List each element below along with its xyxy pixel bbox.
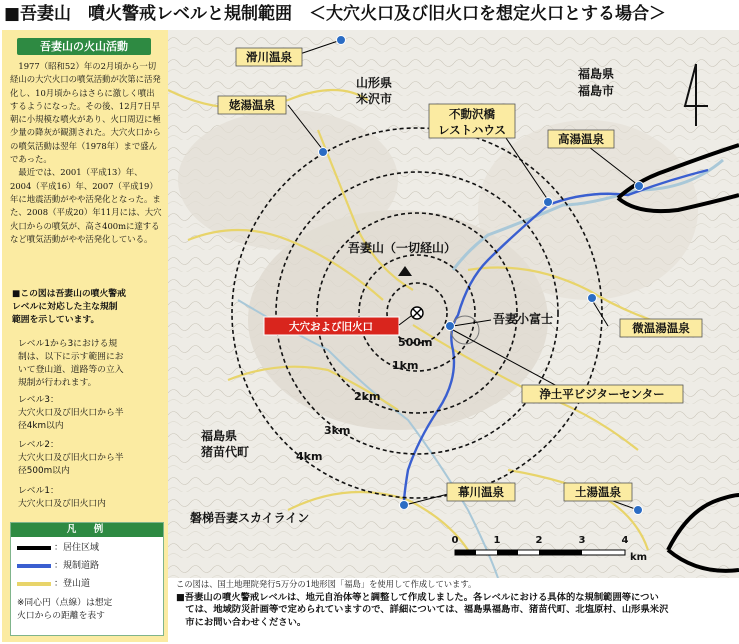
scale-unit: km	[630, 552, 648, 563]
ring-label-3km: 3km	[324, 424, 351, 437]
label-nurumayu-onsen: 微温湯温泉	[632, 321, 690, 335]
label-namekawa-onsen: 滑川温泉	[246, 50, 292, 64]
label-tsuchiyu-onsen: 土湯温泉	[575, 485, 621, 499]
level-intro: レベル1から3における規 制は、以下に示す範囲にお いて登山道、道路等の立入 規制が行われます。	[18, 339, 124, 388]
label-fudozawa-line2: レストハウス	[437, 123, 507, 137]
crater-label: 大穴および旧火口	[289, 321, 373, 333]
ring-label-1km: 1km	[392, 359, 419, 372]
label-takayu-onsen: 高湯温泉	[558, 132, 604, 146]
level-3-desc: 大穴火口及び旧火口から半 径4km以内	[18, 408, 124, 431]
volcanic-activity-text: 1977（昭和52）年の2月頃から一切経山の大穴火口の噴気活動が次第に活発化し、10月頃からはさらに激しく噴出するようになった。その後、12月7日早朝に小規模な噴火があり、火口周辺に極少量の降灰が観測された。大穴火口からの噴気活動は翌年（1978年）まで盛んであった。 最近では、2001（平成13）年、2004（平成16）年、2007（平成19）年に地震活動がやや活発化となった。また、2008（平成20）年11月には、大穴火口からの噴気が、高さ400mに達するなど噴気活動がやや活発化している。	[10, 61, 162, 244]
scale-tick-4: 4	[621, 535, 629, 546]
page-title: ■吾妻山 噴火警戒レベルと規制範囲 ＜大穴火口及び旧火口を想定火口とする場合＞	[4, 4, 667, 24]
sidebar-header: 吾妻山の火山活動	[17, 38, 151, 55]
region-yonezawa-line1: 山形県	[356, 76, 393, 90]
ring-label-500m: 500m	[398, 336, 433, 349]
region-inawashiro-line1: 福島県	[201, 429, 238, 443]
level-2-desc: 大穴火口及び旧火口から半 径500m以内	[18, 453, 124, 476]
label-ubayu-onsen: 姥湯温泉	[229, 98, 275, 112]
scale-tick-0: 0	[451, 535, 459, 546]
level-2-name: レベル2：	[18, 440, 59, 450]
region-yonezawa-line2: 米沢市	[356, 92, 393, 106]
legend-residential: ：居住区域	[17, 541, 99, 555]
region-inawashiro-line2: 猪苗代町	[201, 445, 250, 459]
ring-label-4km: 4km	[296, 450, 323, 463]
legend-title: 凡 例	[11, 523, 163, 537]
fuji-label: 吾妻小富士	[493, 312, 554, 326]
figure-note: ■この図は吾妻山の噴火警戒 レベルに対応した主な規制 範囲を示しています。	[12, 289, 126, 325]
label-makukawa-onsen: 幕川温泉	[458, 485, 504, 499]
ring-label-2km: 2km	[354, 390, 381, 403]
scale-tick-1: 1	[493, 535, 501, 546]
level-3-name: レベル3：	[18, 395, 59, 405]
sidebar-panel	[2, 30, 168, 642]
label-jododaira-visitor-center: 浄土平ビジターセンター	[539, 387, 665, 401]
summit-label: 吾妻山（一切経山）	[347, 241, 457, 255]
scale-tick-3: 3	[578, 535, 586, 546]
level-1-desc: 大穴火口及び旧火口内	[18, 499, 106, 509]
legend	[10, 522, 164, 636]
map-credit: この図は、国土地理院発行5万分の1地形図「福島」を使用して作成しています。	[176, 579, 477, 589]
legend-note: ※同心円（点線）は想定 火口からの距離を表す	[17, 598, 113, 621]
legend-regulated-road: ：規制道路	[17, 559, 99, 573]
scale-tick-2: 2	[535, 535, 543, 546]
volcano-map	[168, 30, 739, 578]
region-fukushima-line1: 福島県	[578, 67, 615, 81]
level-1-name: レベル1：	[18, 486, 59, 496]
skyline-label: 磐梯吾妻スカイライン	[190, 511, 310, 525]
legend-trail: ：登山道	[17, 577, 90, 591]
label-fudozawa-line1: 不動沢橋	[449, 107, 495, 121]
footnote: ■吾妻山の噴火警戒レベルは、地元自治体等と調整して作成しました。各レベルにおける具体的な規制範囲等につい ては、地域防災計画等で定められていますので、詳細については、福島県福島市、猪苗代町、北塩原村、山形県米沢 市にお問い合わせください。	[176, 592, 669, 628]
region-fukushima-line2: 福島市	[578, 84, 615, 98]
